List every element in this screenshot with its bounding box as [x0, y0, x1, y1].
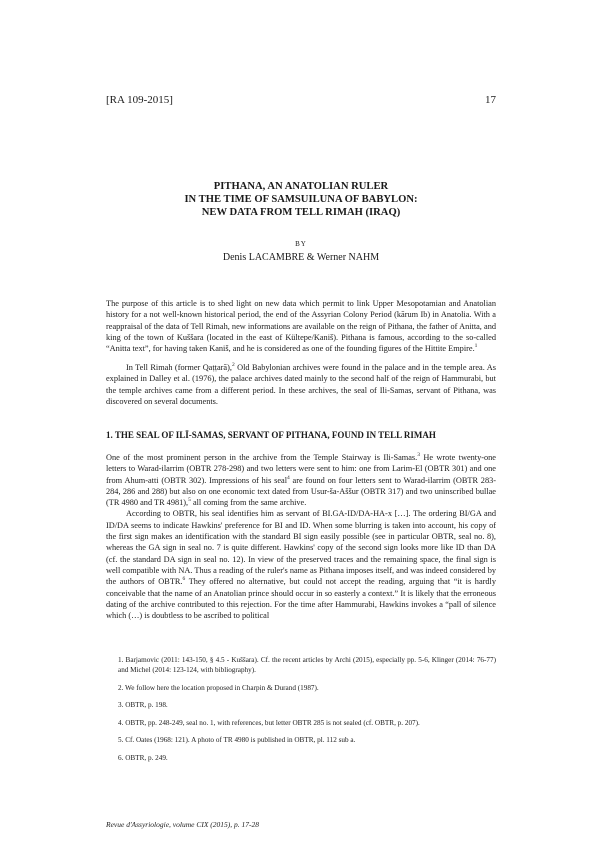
footnote-ref[interactable]: 5 [188, 497, 191, 504]
title-line-1: PITHANA, AN ANATOLIAN RULER [213, 181, 389, 192]
intro-paragraph [106, 362, 496, 407]
footnote: 5. Cf. Oates (1968: 121). A photo of TR 4980 is published in OBTR, pl. 112 sub a. [118, 736, 356, 744]
page-number: 17 [485, 94, 496, 106]
footnote-ref[interactable]: 3 [417, 452, 420, 459]
footnote-ref[interactable]: 6 [182, 576, 186, 583]
footnote: 6. OBTR, p. 249. [118, 753, 168, 762]
footnote-ref[interactable]: 1 [474, 343, 478, 350]
section-p1-a: One of the most prominent person in the archive from the Temple Stairway is Ili-Samas. [106, 453, 418, 462]
abstract-text: The purpose of this article is to shed light on new data which permit to link Upper Mesopotamian and Anatolian history for a not well-known historical period, the end of the Assyrian Colony Period (kārum Ib) in Anatolia. With a reappraisal of the data of Tell Rimah, new informations are available on the reign of Pithana, the father of Anitta, and king of the town of Kuššara (located in the east of Kültepe/Kaniš). Pithana is famous, according to the so-called “Anitta text”, for having taken Kaniš, and he is considered as one of the founding figures of the Hittite Empire. [106, 299, 496, 354]
footnote: 3. OBTR, p. 198. [118, 701, 168, 709]
journal-footer: Revue d'Assyriologie, volume CIX (2015), p. 17-28 [106, 820, 260, 829]
footnote: 4. OBTR, pp. 248-249, seal no. 1, with references, but letter OBTR 285 is not sealed (cf. OBTR, p. 207). [118, 718, 420, 727]
article-title [106, 180, 496, 219]
by-label: BY [295, 240, 307, 248]
section-body [106, 452, 496, 621]
section-p2-b: They offered no alternative, but could not accept the reading, arguing that “it is hardly conceivable that the name of an Anatolian prince should occur in so easterly a context.” It is likely that the erroneous dating of the archive contributed to this rejection. For the time after Hammurabi, Hawkins invokes a “pall of silence which (…) is doubtless to be ascribed to political [106, 577, 496, 621]
intro-text-b: Old Babylonian archives were found in the palace and in the temple area. As explained in Dalley et al. (1976), the palace archives dated mainly to the second half of the reign of Hammurabi, but the temple archives came from a different period. In these archives, the seal of Ili-Samas, servant of Pithana, was discovered on several documents. [106, 363, 496, 406]
footnote-ref[interactable]: 2 [231, 362, 235, 369]
section-p2-a: According to OBTR, his seal identifies him as servant of BI.GA-ID/DA-HA-x […]. The ordering BI/GA and ID/DA seems to indicate Hawkins' preference for BI and ID. When some blurring is taken into account, his copy of the first sign makes an identification with the standard BI sign easily possible (see in particular OBTR, seal no. 8), whereas the GA sign in seal no. 7 is quite different. Hawkins' copy of the second sign looks more like ID than DA (cf. the standard DA sign in seal no. 12). In view of the preserved traces and the remaining space, the final sign is well compatible with NA. Thus a reading of the ruler's name as Pithana imposes itself, and was indeed considered by the authors of OBTR. [106, 509, 496, 587]
journal-reference: [RA 109-2015] [106, 94, 173, 106]
section-heading: 1. THE SEAL OF ILĪ-SAMAS, SERVANT OF PITHANA, FOUND IN TELL RIMAH [106, 430, 436, 440]
section-p1-d: all coming from the same archive. [190, 498, 307, 508]
footnote-ref[interactable]: 4 [287, 474, 290, 481]
abstract-paragraph [106, 298, 496, 354]
section-p1-b: He wrote twenty-one letters to Warad-ilarrim (OBTR 278-298) and two letters were sent to him: one from Larim-El (OBTR 301) and one from Ahum-atti (OBTR 302). Impressions of his seal [106, 453, 496, 485]
footnote: 1. Barjamovic (2011: 143-150, § 4.5 - Kuššara). Cf. the recent articles by Archi (2015), especially pp. 5-6, Klinger (2014: 76-77) and Michel (2014: 123-124, with bibliography). [118, 656, 496, 674]
authors: Denis LACAMBRE & Werner NAHM [222, 252, 380, 263]
intro-text-a: In Tell Rimah (former Qaṭṭarā), [126, 363, 232, 372]
section-p1-c: are found on four letters sent to Warad-ilarrim (OBTR 283-284, 286 and 288) but also on one economic text dated from Usur-ša-Aššur (OBTR 317) and two uninscribed bullae (TR 4980 and TR 4981), [106, 475, 497, 508]
title-line-3: NEW DATA FROM TELL RIMAH (IRAQ) [201, 207, 401, 218]
footnotes [106, 655, 496, 770]
footnote: 2. We follow here the location proposed in Charpin & Durand (1987). [118, 683, 319, 692]
title-line-2: IN THE TIME OF SAMSUILUNA OF BABYLON: [184, 194, 418, 205]
